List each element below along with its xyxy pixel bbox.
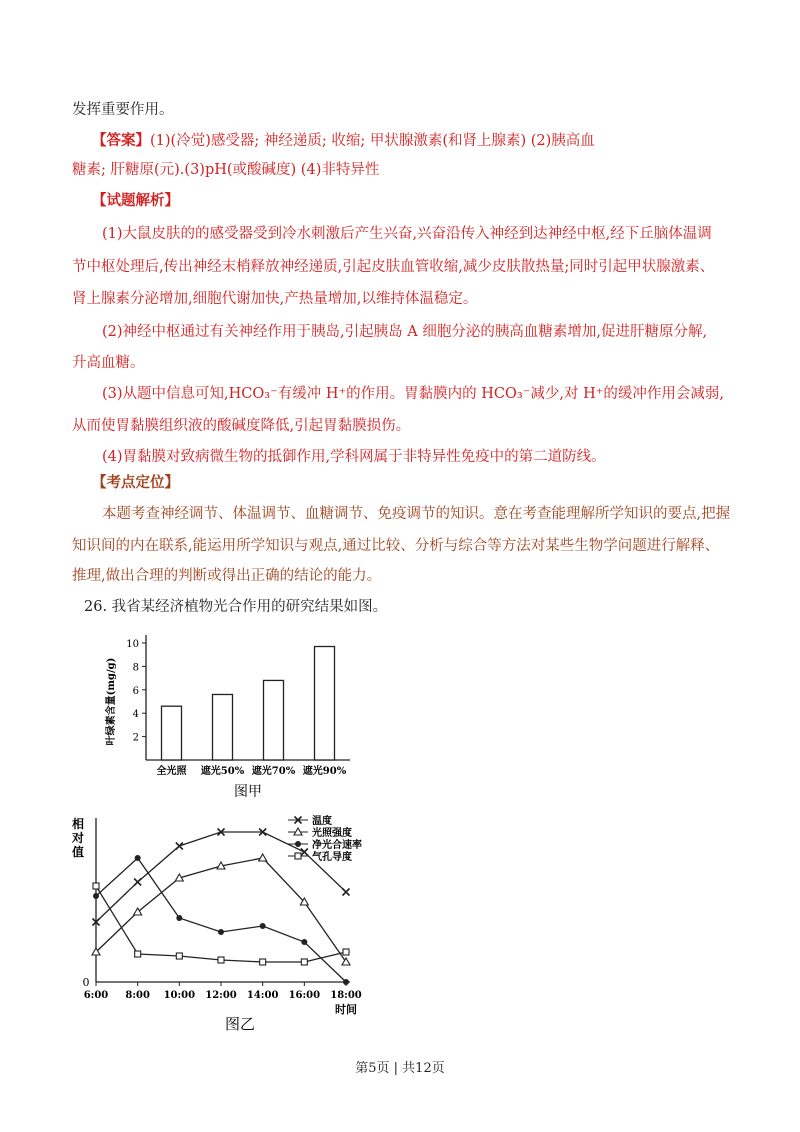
analysis-line: (3)从题中信息可知,HCO₃⁻有缓冲 H⁺的作用。胃黏膜内的 HCO₃⁻减少,对 H⁺的缓冲作用会减弱, [102,386,724,402]
point-marker [259,854,267,861]
y-axis-label-char: 相 [71,817,85,831]
analysis-line: (2)神经中枢通过有关神经作用于胰岛,引起胰岛 A 细胞分泌的胰高血糖素增加,促进肝糖原分解, [102,324,708,340]
page-footer: 第5页 | 共12页 [355,1061,445,1076]
bar [264,680,284,760]
y-axis-label-char: 值 [71,845,85,859]
point-marker [134,879,141,886]
point-marker [301,849,308,856]
answer-line-2: 糖素; 肝糖原(元).(3)pH(或酸碱度) (4)非特异性 [72,162,380,178]
point-marker [260,959,266,965]
y-tick-label: 2 [132,732,139,744]
point-marker [176,915,182,921]
y-tick-label: 8 [132,662,139,674]
chart-title: 图乙 [224,1015,256,1033]
legend-label: 气孔导度 [312,852,352,863]
point-marker [343,949,349,955]
point-marker [260,923,266,929]
chart-title: 图甲 [234,784,262,800]
legend-label: 净光合速率 [312,840,362,851]
analysis-line: (1)大鼠皮肤的的感受器受到冷水刺激后产生兴奋,兴奋沿传入神经到达神经中枢,经下丘脑体温调 [102,226,712,242]
point-marker [135,951,141,957]
y-axis-label-char: 对 [71,831,85,845]
point-marker [176,843,183,850]
point-marker [295,841,301,847]
point-marker [343,889,350,896]
analysis-line: (4)胃黏膜对致病微生物的抵御作用,学科网属于非特异性免疫中的第二道防线。 [102,449,606,465]
y-axis-label: 叶绿素含量(mg/g) [106,657,117,746]
x-tick-label: 10:00 [163,990,196,1001]
x-tick-label: 遮光50% [200,766,245,777]
x-tick-label: 遮光70% [251,766,296,777]
intro-line: 发挥重要作用。 [72,102,174,118]
point-marker [93,893,99,899]
analysis-tag: 【试题解析】 [92,192,179,209]
kaodian-line: 知识间的内在联系,能运用所学知识与观点,通过比较、分析与综合等方法对某些生物学问题进行解释、 [72,538,720,554]
x-tick-label: 8:00 [125,990,150,1001]
answer-text-1: (1)(冷觉)感受器; 神经递质; 收缩; 甲状腺激素(和肾上腺素) (2)胰高血 [150,133,595,149]
answer-line-1 [92,131,595,151]
y-tick-label: 10 [126,639,139,650]
bar [162,706,182,760]
bar [213,694,233,760]
kaodian-line: 本题考查神经调节、体温调节、血糖调节、免疫调节的知识。意在考查能理解所学知识的要点,把握 [102,506,731,522]
x-tick-label: 6:00 [83,990,109,1001]
point-marker [295,853,301,859]
analysis-line: 节中枢处理后,传出神经末梢释放神经递质,引起皮肤血管收缩,减少皮肤散热量;同时引起甲状腺激素、 [72,259,715,275]
analysis-line: 从而使胃黏膜组织液的酸碱度降低,引起胃黏膜损伤。 [72,418,411,434]
analysis-line: 肾上腺素分泌增加,细胞代谢加快,产热量增加,以维持体温稳定。 [72,291,478,307]
kaodian-line: 推理,做出合理的判断或得出正确的结论的能力。 [72,568,382,584]
x-tick-label: 18:00 [330,990,362,1001]
x-axis-label: 时间 [335,1003,357,1016]
answer-tag: 【答案】 [92,132,150,149]
legend-label: 温度 [312,816,332,827]
series-line [96,886,346,962]
point-marker [218,929,224,935]
kaodian-tag: 【考点定位】 [92,474,179,491]
y-zero-label: 0 [82,976,90,989]
x-tick-label: 遮光90% [302,766,347,777]
question-26: 26. 我省某经济植物光合作用的研究结果如图。 [84,599,388,615]
point-marker [343,979,349,985]
y-tick-label: 6 [132,685,139,697]
chart-yi [70,810,380,1035]
bar [315,647,335,760]
chart-jia [100,625,360,805]
x-tick-label: 14:00 [246,990,279,1001]
point-marker [135,855,141,861]
analysis-line: 升高血糖。 [72,355,145,371]
x-tick-label: 16:00 [288,990,321,1001]
legend-label: 光照强度 [312,828,352,839]
point-marker [301,959,307,965]
point-marker [218,957,224,963]
point-marker [176,953,182,959]
x-tick-label: 12:00 [205,990,237,1001]
y-tick-label: 4 [132,709,139,721]
x-tick-label: 全光照 [156,766,187,777]
point-marker [301,939,307,945]
point-marker [93,883,99,889]
